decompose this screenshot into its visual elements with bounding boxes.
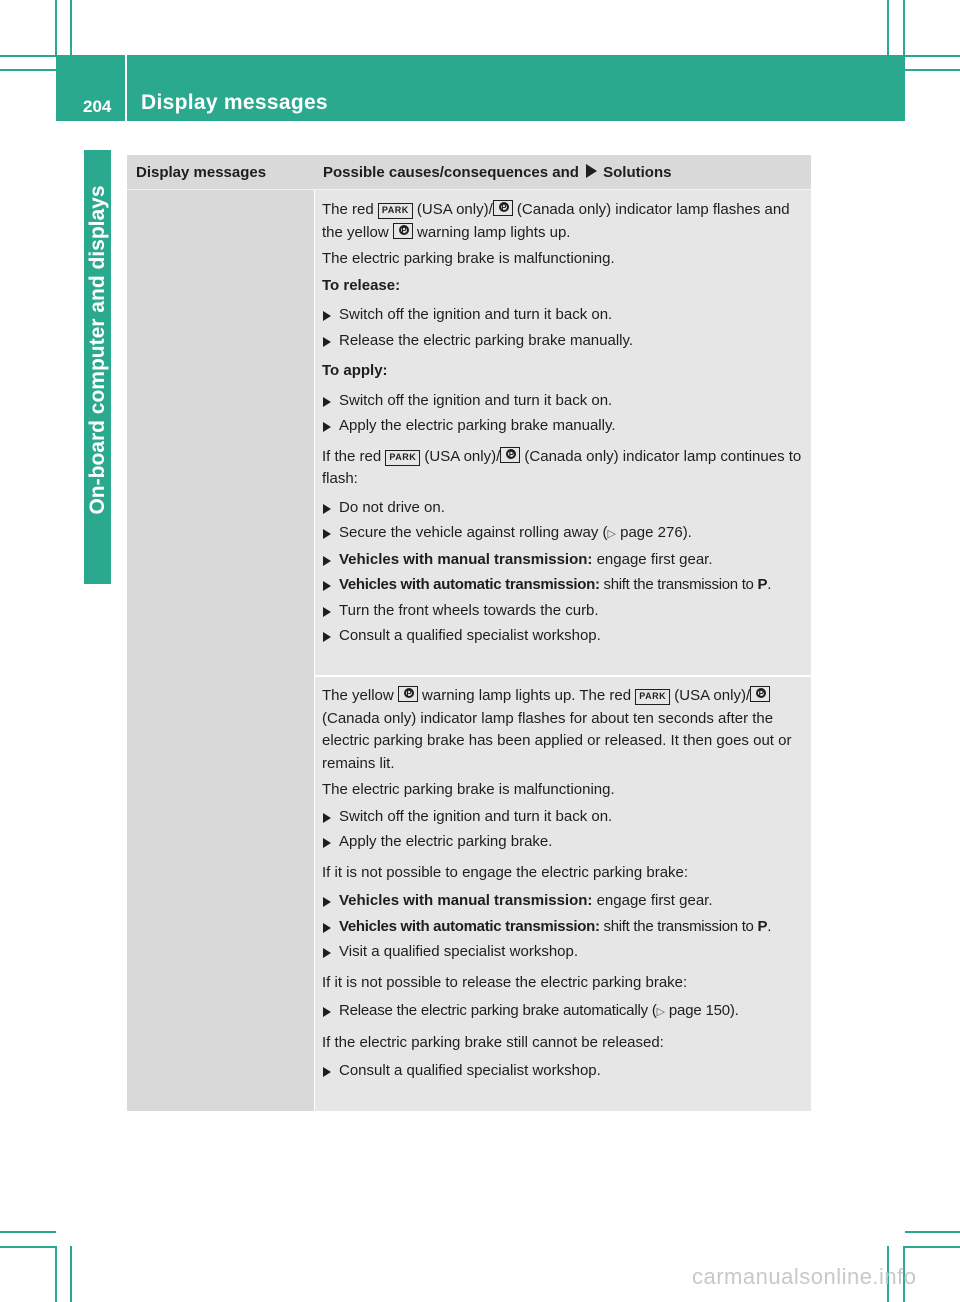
header-separator	[125, 55, 127, 121]
paragraph: If it is not possible to release the electric parking brake:	[322, 973, 688, 991]
section-title: Display messages	[141, 91, 328, 114]
crop-mark	[887, 0, 889, 55]
arrow-right-icon	[323, 556, 331, 566]
paragraph: If the red PARK (USA only)/P (Canada only) indicator lamp continues to flash:	[322, 446, 811, 491]
arrow-right-icon	[323, 311, 331, 321]
list-item: Release the electric parking brake automatically (▷ page 150).	[322, 1000, 811, 1024]
crop-mark	[905, 55, 960, 57]
list-item: Visit a qualified specialist workshop.	[322, 941, 811, 964]
side-tab-label: On-board computer and displays	[86, 185, 109, 515]
arrow-right-icon	[323, 581, 331, 591]
list-item: Consult a qualified specialist workshop.	[322, 1060, 811, 1083]
page-ref-icon: ▷	[656, 1006, 665, 1018]
crop-mark	[0, 1231, 56, 1233]
list-item: Release the electric parking brake manually.	[322, 330, 811, 353]
list-item: Turn the front wheels towards the curb.	[322, 600, 811, 623]
subheading-release: To release:	[322, 276, 401, 294]
table-header	[127, 155, 811, 190]
list-item: Vehicles with manual transmission: engage first gear.	[322, 549, 811, 572]
table-row	[315, 677, 811, 1111]
col-header-solutions: Possible causes/consequences and Solutions	[323, 164, 672, 181]
page-number: 204	[83, 97, 112, 116]
brake-warning-icon	[750, 686, 770, 702]
arrow-right-icon	[323, 813, 331, 823]
arrow-right-icon	[323, 923, 331, 933]
park-icon: PARK	[378, 203, 413, 219]
watermark: carmanualsonline.info	[692, 1264, 917, 1289]
paragraph: The electric parking brake is malfunctioning.	[322, 250, 615, 267]
park-icon: PARK	[635, 689, 670, 705]
list-item: Switch off the ignition and turn it back on.	[322, 806, 811, 829]
crop-mark	[0, 1246, 56, 1248]
display-message-column	[127, 190, 314, 1111]
brake-warning-icon	[398, 686, 418, 702]
list-item: Do not drive on.	[322, 497, 811, 520]
crop-mark	[55, 1246, 57, 1302]
subheading-apply: To apply:	[322, 362, 388, 379]
arrow-right-icon	[323, 607, 331, 617]
list-item: Vehicles with automatic transmission: shift the transmission to P.	[322, 574, 811, 597]
display-messages-table	[127, 155, 811, 1111]
arrow-right-icon	[323, 897, 331, 907]
arrow-right-icon	[323, 422, 331, 432]
arrow-right-icon	[323, 1007, 331, 1017]
paragraph: The red PARK (USA only)/P (Canada only) indicator lamp flashes and the yellow P warning lamp lights up.	[322, 199, 811, 244]
crop-mark	[70, 1246, 72, 1302]
page-ref-link[interactable]: page 150).	[668, 1002, 739, 1019]
list-item: Switch off the ignition and turn it back on.	[322, 390, 811, 413]
crop-mark	[0, 55, 56, 57]
list-item: Vehicles with manual transmission: engage first gear.	[322, 890, 811, 913]
paragraph: The yellow P warning lamp lights up. The red PARK (USA only)/P (Canada only) indicator lamp flashes for about ten seconds after the electric parking brake has been applied or released. It then goes out or remains lit.	[322, 685, 811, 775]
play-arrow-icon	[586, 164, 597, 178]
paragraph: The electric parking brake is malfunctioning.	[322, 781, 615, 798]
list-item: Switch off the ignition and turn it back on.	[322, 304, 811, 327]
crop-mark	[905, 69, 960, 71]
list-item: Secure the vehicle against rolling away (▷ page 276).	[322, 522, 811, 546]
arrow-right-icon	[323, 838, 331, 848]
page-ref-link[interactable]: page 276).	[620, 524, 692, 541]
arrow-right-icon	[323, 504, 331, 514]
list-item: Apply the electric parking brake.	[322, 831, 811, 854]
col-header-display-messages: Display messages	[136, 164, 267, 181]
crop-mark	[903, 0, 905, 55]
paragraph: If the electric parking brake still cannot be released:	[322, 1033, 664, 1051]
arrow-right-icon	[323, 1067, 331, 1077]
arrow-right-icon	[323, 397, 331, 407]
arrow-right-icon	[323, 632, 331, 642]
crop-mark	[905, 1246, 960, 1248]
park-icon: PARK	[385, 450, 420, 466]
crop-mark	[0, 69, 56, 71]
list-item: Apply the electric parking brake manually.	[322, 415, 811, 438]
list-item: Vehicles with automatic transmission: shift the transmission to P.	[322, 916, 811, 939]
arrow-right-icon	[323, 529, 331, 539]
crop-mark	[70, 0, 72, 55]
table-row	[315, 190, 811, 675]
crop-mark	[905, 1231, 960, 1233]
page-ref-icon: ▷	[607, 528, 616, 540]
crop-mark	[55, 0, 57, 55]
arrow-right-icon	[323, 948, 331, 958]
arrow-right-icon	[323, 337, 331, 347]
brake-warning-icon	[393, 223, 413, 239]
brake-warning-icon	[500, 447, 520, 463]
paragraph: If it is not possible to engage the electric parking brake:	[322, 863, 689, 881]
brake-warning-icon	[493, 200, 513, 216]
list-item: Consult a qualified specialist workshop.	[322, 625, 811, 648]
page-header	[56, 55, 905, 121]
